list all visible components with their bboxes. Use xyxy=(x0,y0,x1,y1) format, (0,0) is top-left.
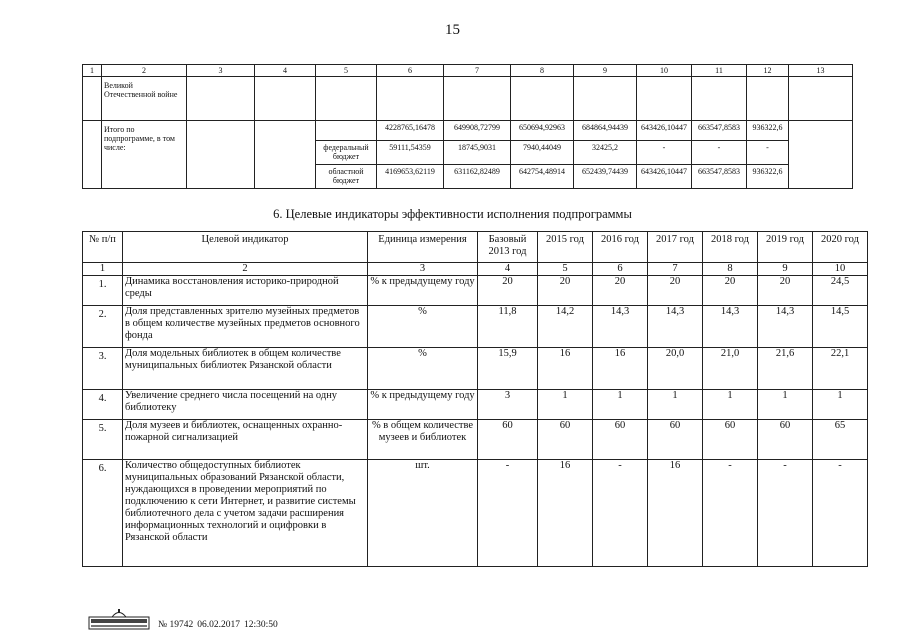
row-number: 4. xyxy=(83,390,123,420)
cell-value: 1 xyxy=(758,390,813,420)
cell-value: 7940,44049 xyxy=(511,141,574,165)
cell-value: 14,2 xyxy=(538,306,593,348)
unit: % к предыдущему году xyxy=(368,390,478,420)
cell-value: 936322,6 xyxy=(747,121,789,141)
col-number: 8 xyxy=(511,65,574,77)
col-number: 6 xyxy=(593,263,648,276)
budget-label: областной бюджет xyxy=(316,165,377,189)
col-number: 8 xyxy=(703,263,758,276)
cell-value: 4169653,62119 xyxy=(377,165,444,189)
cell-value: 20 xyxy=(758,276,813,306)
col-number: 1 xyxy=(83,263,123,276)
cell-value: 60 xyxy=(703,420,758,460)
col-number: 12 xyxy=(747,65,789,77)
cell-value: 684864,94439 xyxy=(574,121,637,141)
indicator-name: Увеличение среднего числа посещений на одну библиотеку xyxy=(123,390,368,420)
cell-value: 18745,9031 xyxy=(444,141,511,165)
col-number: 10 xyxy=(813,263,868,276)
col-number: 4 xyxy=(255,65,316,77)
cell-value: 65 xyxy=(813,420,868,460)
unit: % к предыдущему году xyxy=(368,276,478,306)
cell-value: 20 xyxy=(538,276,593,306)
cell-value: 11,8 xyxy=(478,306,538,348)
cell-value: - xyxy=(758,460,813,567)
cell-value: 14,5 xyxy=(813,306,868,348)
col-number: 9 xyxy=(758,263,813,276)
cell-value: 652439,74439 xyxy=(574,165,637,189)
unit: % в общем количестве музеев и библиотек xyxy=(368,420,478,460)
cell-value: 631162,82489 xyxy=(444,165,511,189)
document-footer xyxy=(88,608,282,630)
col-number: 7 xyxy=(444,65,511,77)
cell-value: 649908,72799 xyxy=(444,121,511,141)
row-label: Великой Отечественной войне xyxy=(102,77,187,121)
col-number: 4 xyxy=(478,263,538,276)
col-number: 2 xyxy=(123,263,368,276)
table-row xyxy=(83,348,868,390)
cell-value: 16 xyxy=(593,348,648,390)
cell-value: 1 xyxy=(538,390,593,420)
cell-value: 663547,8583 xyxy=(692,121,747,141)
col-number: 5 xyxy=(538,263,593,276)
cell-value: 24,5 xyxy=(813,276,868,306)
cell-value: - xyxy=(692,141,747,165)
indicator-name: Доля представленных зрителю музейных предметов в общем количестве музейных предметов основного фонда xyxy=(123,306,368,348)
unit: шт. xyxy=(368,460,478,567)
header-num: № п/п xyxy=(83,232,123,263)
table-row xyxy=(83,390,868,420)
table-row xyxy=(83,306,868,348)
column-numbers-row xyxy=(83,65,853,77)
cell-value: - xyxy=(478,460,538,567)
row-number: 2. xyxy=(83,306,123,348)
table-row xyxy=(83,77,853,121)
cell-value: 936322,6 xyxy=(747,165,789,189)
registry-stamp-icon xyxy=(88,608,150,630)
col-number: 3 xyxy=(187,65,255,77)
header-year: 2017 год xyxy=(648,232,703,263)
document-time: 12:30:50 xyxy=(243,620,278,630)
cell-value: 16 xyxy=(538,348,593,390)
cell-value: 16 xyxy=(648,460,703,567)
unit: % xyxy=(368,348,478,390)
cell-value: 643426,10447 xyxy=(637,165,692,189)
cell-value: 1 xyxy=(703,390,758,420)
cell-value: 20 xyxy=(648,276,703,306)
row-number: 6. xyxy=(83,460,123,567)
cell-value: 14,3 xyxy=(593,306,648,348)
col-number: 9 xyxy=(574,65,637,77)
cell-value: 32425,2 xyxy=(574,141,637,165)
col-number: 11 xyxy=(692,65,747,77)
indicator-name: Динамика восстановления историко-природной среды xyxy=(123,276,368,306)
col-number: 6 xyxy=(377,65,444,77)
cell-value: 15,9 xyxy=(478,348,538,390)
cell-value: - xyxy=(703,460,758,567)
col-number: 10 xyxy=(637,65,692,77)
col-number: 5 xyxy=(316,65,377,77)
unit: % xyxy=(368,306,478,348)
indicators-table xyxy=(82,231,868,567)
table-row xyxy=(83,460,868,567)
document-date: 06.02.2017 xyxy=(197,620,240,630)
column-numbers-row xyxy=(83,263,868,276)
cell-value: 14,3 xyxy=(648,306,703,348)
cell-value: 3 xyxy=(478,390,538,420)
cell-value: 20 xyxy=(703,276,758,306)
col-number: 1 xyxy=(83,65,102,77)
cell-value: 60 xyxy=(538,420,593,460)
col-number: 13 xyxy=(789,65,853,77)
cell-value: - xyxy=(593,460,648,567)
row-label: Итого по подпрограмме, в том числе: xyxy=(102,121,187,189)
cell-value: 642754,48914 xyxy=(511,165,574,189)
cell-value: 22,1 xyxy=(813,348,868,390)
row-number: 5. xyxy=(83,420,123,460)
cell-value: 16 xyxy=(538,460,593,567)
cell-value: - xyxy=(747,141,789,165)
cell-value: 663547,8583 xyxy=(692,165,747,189)
header-year: 2016 год xyxy=(593,232,648,263)
cell-value: 60 xyxy=(648,420,703,460)
col-number: 7 xyxy=(648,263,703,276)
cell-value: 643426,10447 xyxy=(637,121,692,141)
col-number: 3 xyxy=(368,263,478,276)
cell-value: 650694,92963 xyxy=(511,121,574,141)
cell-value: 14,3 xyxy=(703,306,758,348)
header-row xyxy=(83,232,868,263)
col-number: 2 xyxy=(102,65,187,77)
header-year: 2019 год xyxy=(758,232,813,263)
cell-value: 21,0 xyxy=(703,348,758,390)
cell-value: 20,0 xyxy=(648,348,703,390)
budget-table xyxy=(82,64,853,189)
cell-value: 14,3 xyxy=(758,306,813,348)
cell-value: 1 xyxy=(593,390,648,420)
header-year: 2015 год xyxy=(538,232,593,263)
table-row xyxy=(83,121,853,141)
header-base: Базовый 2013 год xyxy=(478,232,538,263)
cell-value: 59111,54359 xyxy=(377,141,444,165)
indicator-name: Доля модельных библиотек в общем количестве муниципальных библиотек Рязанской области xyxy=(123,348,368,390)
cell-value: 20 xyxy=(593,276,648,306)
header-year: 2018 год xyxy=(703,232,758,263)
cell-value: 1 xyxy=(648,390,703,420)
cell-value: 21,6 xyxy=(758,348,813,390)
cell-value: 4228765,16478 xyxy=(377,121,444,141)
indicator-name: Количество общедоступных библиотек муниципальных образований Рязанской области, нуждающихся в проведении мероприятий по подключению к сети Интернет, и развитие системы библиотечного дела с учетом задачи расширения информационных технологий и оцифровки в Рязанской области xyxy=(123,460,368,567)
cell-value: 60 xyxy=(478,420,538,460)
cell-value: - xyxy=(637,141,692,165)
cell-value: 1 xyxy=(813,390,868,420)
row-number: 3. xyxy=(83,348,123,390)
cell-value: 20 xyxy=(478,276,538,306)
header-unit: Единица измерения xyxy=(368,232,478,263)
document-number: № 19742 xyxy=(158,620,194,630)
table-row xyxy=(83,276,868,306)
budget-label: федеральный бюджет xyxy=(316,141,377,165)
header-year: 2020 год xyxy=(813,232,868,263)
row-number: 1. xyxy=(83,276,123,306)
cell-value: 60 xyxy=(593,420,648,460)
page-number: 15 xyxy=(445,22,460,38)
indicator-name: Доля музеев и библиотек, оснащенных охранно-пожарной сигнализацией xyxy=(123,420,368,460)
cell-value: 60 xyxy=(758,420,813,460)
table-row xyxy=(83,420,868,460)
cell-value: - xyxy=(813,460,868,567)
header-indicator: Целевой индикатор xyxy=(123,232,368,263)
section-title: 6. Целевые индикаторы эффективности исполнения подпрограммы xyxy=(273,207,632,221)
